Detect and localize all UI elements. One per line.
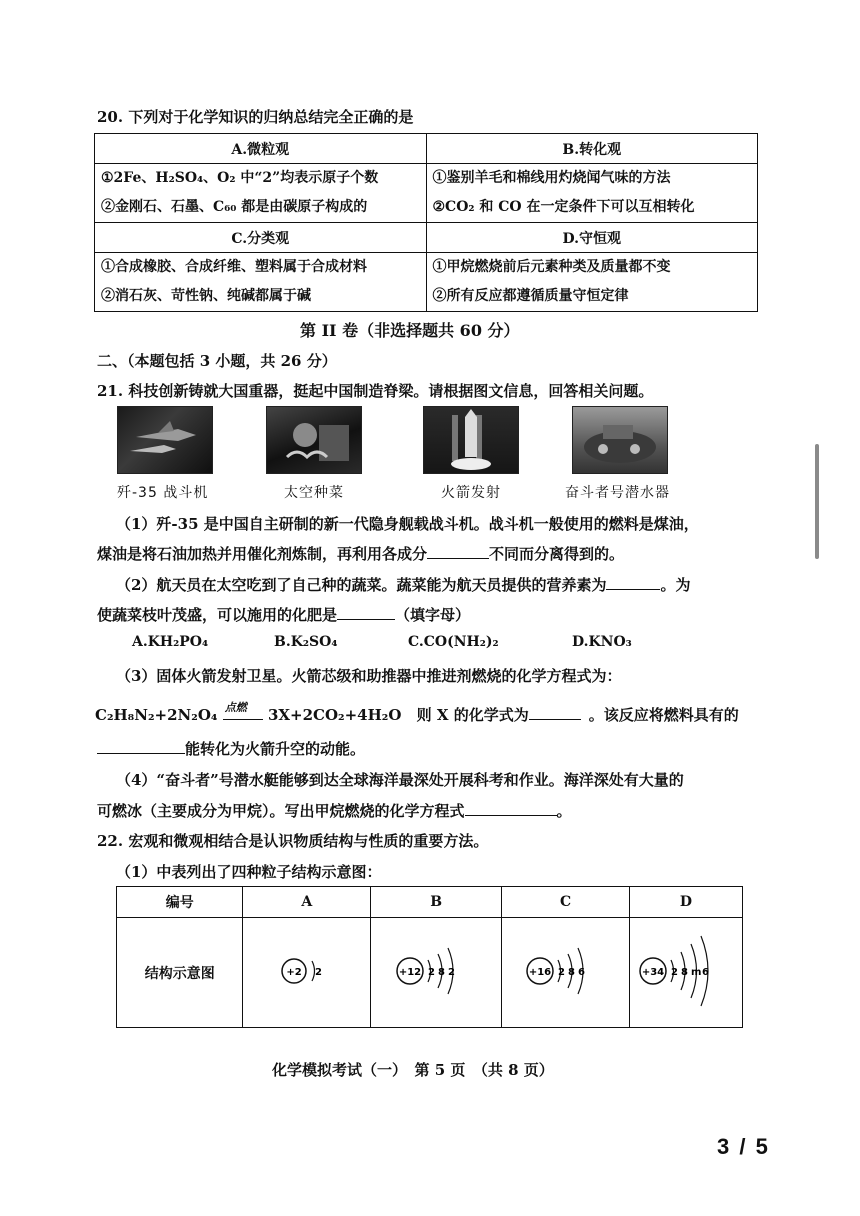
q20-d-line1: ①甲烷燃烧前后元素种类及质量都不变: [432, 259, 671, 275]
equation-condition: 点燃: [224, 701, 247, 714]
particle-d-diagram: [631, 926, 741, 1016]
particle-d-shell-3: m: [691, 966, 702, 978]
header-c: C: [502, 887, 630, 918]
particle-c-diagram: [516, 936, 616, 1006]
particle-table: [116, 886, 743, 1028]
page-indicator: 3 / 5: [717, 1134, 770, 1159]
caption-rocket-launch: 火箭发射: [441, 485, 501, 501]
q21-p3-line3-text: 能转化为火箭升空的动能。: [185, 740, 366, 758]
scrollbar-thumb[interactable]: [815, 444, 819, 559]
q21-stem: 21. 科技创新铸就大国重器，挺起中国制造脊梁。请根据图文信息，回答相关问题。: [97, 382, 654, 400]
particle-b-cell: [371, 918, 502, 1028]
q21-p3-line2-text-a: 则 X 的化学式为: [416, 706, 529, 724]
q20-a-line1: ①2Fe、H₂SO₄、O₂ 中“2”均表示原子个数: [101, 170, 379, 186]
particle-b-nucleus: +12: [398, 966, 422, 978]
q21-p2-line1-text-a: （2）航天员在太空吃到了自己种的蔬菜。蔬菜能为航天员提供的营养素为: [116, 576, 607, 594]
fighter-jet-photo: [117, 406, 213, 474]
header-b: B: [371, 887, 502, 918]
q20-cell-a-body: [95, 164, 427, 223]
particle-d-shell-2: 8: [681, 966, 688, 978]
q20-d-line2: ②所有反应都遵循质量守恒定律: [432, 288, 629, 304]
q21-p3-equation: [95, 701, 739, 725]
q20-cell-c-body: [95, 253, 427, 312]
q20-cell-d-head: D.守恒观: [426, 223, 758, 253]
particle-d-nucleus: +34: [641, 966, 665, 978]
q20-c-line1: ①合成橡胶、合成纤维、塑料属于合成材料: [101, 259, 367, 275]
q20-c-line2: ②消石灰、苛性钠、纯碱都属于碱: [101, 288, 311, 304]
q21-p4-line2: 可燃冰（主要成分为甲烷）。写出甲烷燃烧的化学方程式 。: [97, 802, 572, 820]
q20-b-line2: ②CO₂ 和 CO 在一定条件下可以互相转化: [432, 199, 695, 215]
q20-cell-c-head: C.分类观: [95, 223, 427, 253]
q20-cell-a-head: A.微粒观: [95, 134, 427, 164]
option-b: B.K₂SO₄: [274, 634, 338, 650]
particle-c-cell: [502, 918, 630, 1028]
q22-p1: （1）中表列出了四种粒子结构示意图：: [116, 863, 382, 881]
space-vegetable-photo: [266, 406, 362, 474]
q21-p2-line1-text-b: 。为: [660, 576, 691, 594]
option-a: A.KH₂PO₄: [132, 634, 209, 650]
particle-a-diagram: [272, 941, 342, 1001]
q20-b-line1: ①鉴别羊毛和棉线用灼烧闻气味的方法: [432, 170, 671, 186]
equation-reactants: C₂H₈N₂+2N₂O₄: [95, 706, 218, 724]
q21-p2-line2-text-a: 使蔬菜枝叶茂盛，可以施用的化肥是: [97, 606, 338, 624]
blank-6: [465, 801, 557, 816]
blank-4: [529, 705, 581, 720]
particle-d-shell-4: 6: [702, 966, 709, 978]
q21-p3-line1: （3）固体火箭发射卫星。火箭芯级和助推器中推进剂燃烧的化学方程式为：: [116, 667, 622, 685]
particle-a-shell-1: 2: [314, 966, 322, 978]
blank-5: [97, 739, 185, 754]
particle-b-shell-3: 2: [448, 966, 456, 978]
caption-submersible: 奋斗者号潜水器: [565, 485, 670, 501]
q21-p1-line2-text-b: 不同而分离得到的。: [489, 545, 625, 563]
caption-space-vegetable: 太空种菜: [284, 485, 344, 501]
q20-cell-b-body: [426, 164, 758, 223]
q21-p3-line3: [97, 738, 365, 759]
page-footer: 化学模拟考试（一） 第 5 页 （共 8 页）: [272, 1061, 554, 1079]
row-label: 结构示意图: [117, 918, 243, 1028]
equation-products: 3X+2CO₂+4H₂O: [267, 706, 402, 724]
particle-a-nucleus: +2: [286, 966, 302, 978]
equation-arrow: [223, 701, 263, 720]
particle-a-cell: [243, 918, 371, 1028]
submersible-photo: [572, 406, 668, 474]
particle-b-shell-1: 2: [428, 966, 436, 978]
blank-1: [427, 544, 489, 559]
q20-title: 20. 下列对于化学知识的归纳总结完全正确的是: [97, 108, 414, 126]
part2-section: 二、（本题包括 3 小题，共 26 分）: [97, 352, 337, 370]
q21-p1-line2-text-a: 煤油是将石油加热并用催化剂炼制，再利用各成分: [97, 545, 428, 563]
particle-b-shell-2: 8: [438, 966, 446, 978]
header-a: A: [243, 887, 371, 918]
rocket-launch-photo: [423, 406, 519, 474]
caption-fighter-jet: 歼-35 战斗机: [117, 485, 209, 501]
particle-c-nucleus: +16: [528, 966, 551, 978]
q21-p1-line2: [97, 543, 624, 564]
q21-p4-line2-text: 可燃冰（主要成分为甲烷）。写出甲烷燃烧的化学方程式: [97, 802, 465, 820]
particle-d-cell: [630, 918, 743, 1028]
option-c: C.CO(NH₂)₂: [408, 634, 499, 650]
q20-a-line2: ②金刚石、石墨、C₆₀ 都是由碳原子构成的: [101, 199, 368, 215]
particle-b-diagram: [386, 936, 486, 1006]
particle-c-shell-2: 8: [567, 966, 575, 978]
part2-title: 第 II 卷（非选择题共 60 分）: [300, 321, 520, 340]
q21-p1-line1: （1）歼-35 是中国自主研制的新一代隐身舰载战斗机。战斗机一般使用的燃料是煤油，: [116, 515, 699, 533]
option-d: D.KNO₃: [572, 634, 632, 650]
q21-p3-line2-text-b: 。该反应将燃料具有的: [588, 706, 739, 724]
blank-3: [337, 605, 395, 620]
particle-c-shell-3: 6: [577, 966, 585, 978]
q20-cell-b-head: B.转化观: [426, 134, 758, 164]
particle-d-shell-1: 2: [671, 966, 678, 978]
q22-stem: 22. 宏观和微观相结合是认识物质结构与性质的重要方法。: [97, 832, 489, 850]
q20-table: [94, 133, 758, 312]
q20-cell-d-body: [426, 253, 758, 312]
particle-c-shell-1: 2: [557, 966, 565, 978]
header-d: D: [630, 887, 743, 918]
q21-p4-line1: （4）“奋斗者”号潜水艇能够到达全球海洋最深处开展科考和作业。海洋深处有大量的: [116, 771, 684, 789]
header-number: 编号: [117, 887, 243, 918]
q21-p2-line2-text-b: （填字母）: [395, 606, 471, 624]
q21-p2-line1: [116, 574, 690, 595]
q21-p2-line2: [97, 604, 470, 625]
blank-2: [606, 575, 660, 590]
